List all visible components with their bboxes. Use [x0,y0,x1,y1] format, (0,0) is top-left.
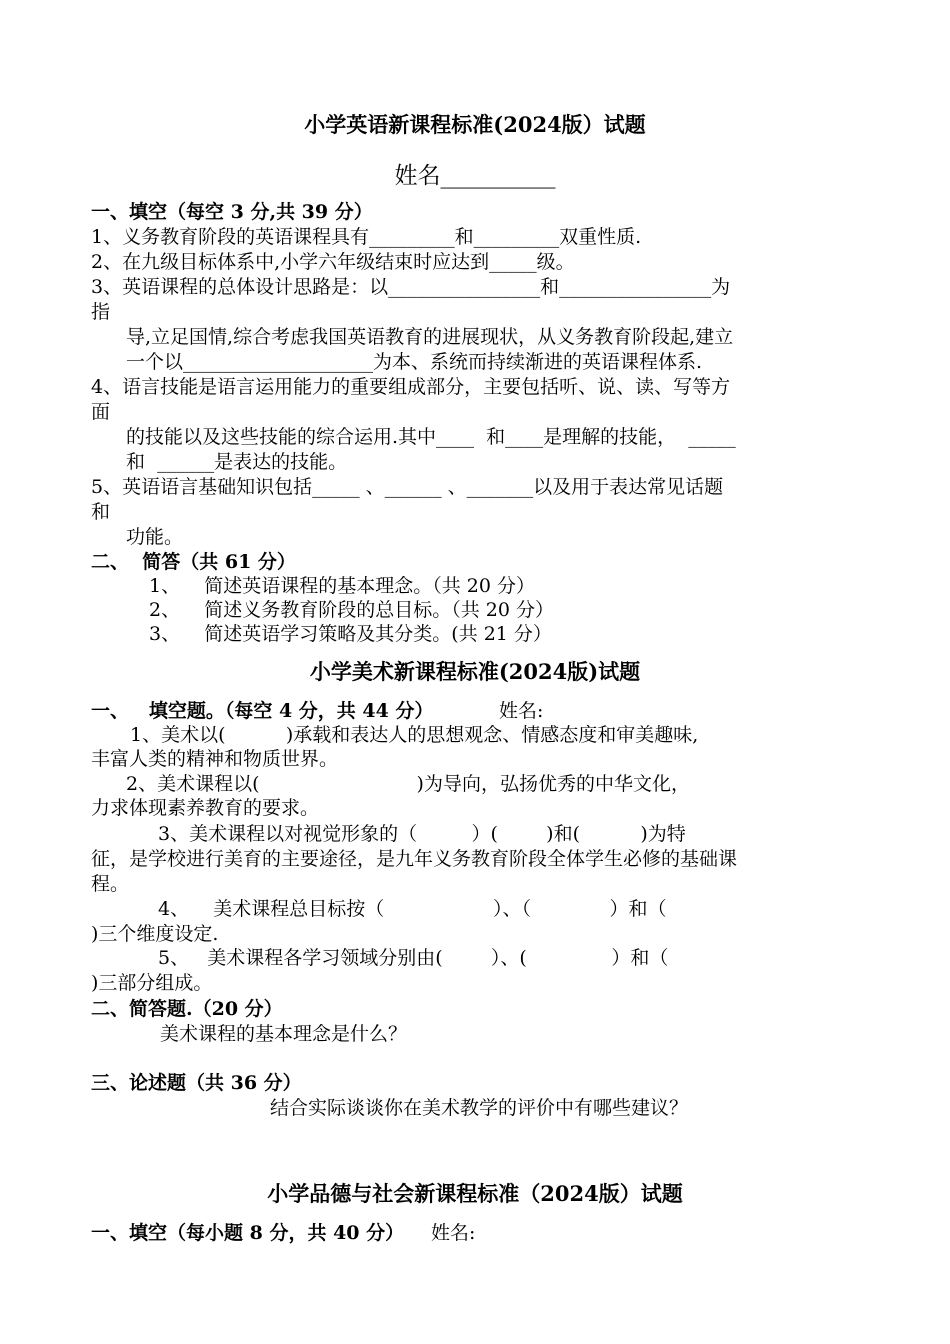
art-section3-question: 结合实际谈谈你在美术教学的评价中有哪些建议？ [270,1097,689,1119]
art-q5-line1: 5、 美术课程各学习领域分别由( ）、( ）和（ [158,947,669,969]
english-section1-heading: 一、填空（每空 3 分,共 39 分） [91,201,373,223]
english-q3-line1: 3、英语课程的总体设计思路是：以________________和________________为 [91,276,731,298]
english-exam-title: 小学英语新课程标准(2024版）试题 [304,112,646,137]
art-q3-line1: 3、美术课程以对视觉形象的（ ）( )和( )为特 [158,823,686,845]
english-q3-line4: 一个以____________________为本、系统而持续渐进的英语课程体系. [126,351,703,373]
art-q2-line2: 力求体现素养教育的要求。 [91,797,320,819]
english-short-answer-2: 2、 简述义务教育阶段的总目标。（共 20 分） [149,599,555,621]
english-q5-line2: 和 [91,501,111,523]
moral-exam-title: 小学品德与社会新课程标准（2024版）试题 [267,1181,683,1206]
english-q3-line2: 指 [91,301,111,323]
art-name-label: 姓名: [499,700,544,722]
art-exam-title: 小学美术新课程标准(2024版)试题 [309,659,641,684]
art-q1-line1: 1、美术以( )承载和表达人的思想观念、情感态度和审美趣味, [130,724,699,746]
art-q1-line2: 丰富人类的精神和物质世界。 [91,748,339,770]
english-q1: 1、义务教育阶段的英语课程具有_________和_________双重性质. [91,226,642,248]
art-section3-heading: 三、论述题（共 36 分） [91,1072,302,1094]
art-q4-line2: )三个维度设定. [91,923,219,945]
english-q4-line1: 4、语言技能是语言运用能力的重要组成部分，主要包括听、说、读、写等方 [91,376,731,398]
english-section2-heading: 二、 简答（共 61 分） [91,551,296,573]
art-section2-question: 美术课程的基本理念是什么？ [160,1023,408,1045]
art-q2-line1: 2、美术课程以( )为导向，弘扬优秀的中华文化， [126,773,690,795]
moral-section1-heading: 一、填空（每小题 8 分，共 40 分） [91,1222,405,1244]
english-q5-line3: 功能。 [126,526,184,548]
moral-name-label: 姓名: [431,1222,476,1244]
english-q5-line1: 5、英语语言基础知识包括_____ 、______ 、_______以及用于表达常见话题 [91,476,724,498]
art-q4-line1: 4、 美术课程总目标按（ ）、（ ）和（ [158,898,667,920]
english-q4-line2: 面 [91,401,111,423]
english-name-line: 姓名__________ [394,163,556,189]
art-q3-line3: 程。 [91,873,130,895]
english-q2: 2、在九级目标体系中,小学六年级结束时应达到_____级。 [91,251,575,273]
english-q4-line3: 的技能以及这些技能的综合运用.其中____ 和____是理解的技能， _____ [126,426,736,448]
english-short-answer-1: 1、 简述英语课程的基本理念。（共 20 分） [149,575,536,597]
english-q3-line3: 导,立足国情,综合考虑我国英语教育的进展现状，从义务教育阶段起,建立 [126,326,734,348]
art-section2-heading: 二、简答题.（20 分） [91,998,283,1020]
english-q4-line4: 和 ______是表达的技能。 [126,451,348,473]
art-q3-line2: 征，是学校进行美育的主要途径，是九年义务教育阶段全体学生必修的基础课 [91,848,738,870]
art-section1-heading: 一、 填空题。（每空 4 分，共 44 分） [91,700,434,722]
art-q5-line2: )三部分组成。 [91,972,213,994]
english-short-answer-3: 3、 简述英语学习策略及其分类。(共 21 分） [149,623,552,645]
